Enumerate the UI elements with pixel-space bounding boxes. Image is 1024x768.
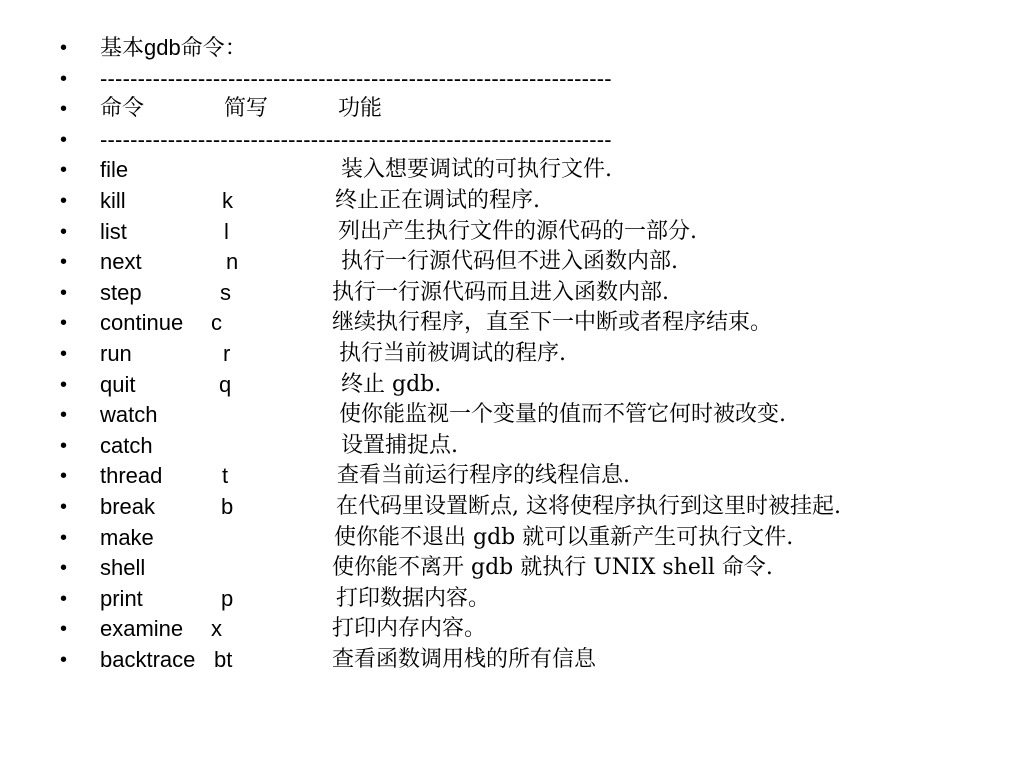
- command-desc: 在代码里设置断点, 这将使程序执行到这里时被挂起.: [336, 493, 841, 519]
- bullet-icon: •: [60, 220, 68, 243]
- command-desc: 终止正在调试的程序.: [335, 187, 540, 213]
- command-name: kill: [100, 187, 126, 213]
- command-desc: 打印内存内容。: [332, 616, 487, 642]
- command-desc: 执行一行源代码但不进入函数内部.: [341, 249, 678, 275]
- header-function: 功能: [338, 96, 383, 122]
- command-name: step: [100, 279, 142, 305]
- bullet-icon: •: [60, 495, 68, 518]
- command-row-quit: [60, 370, 1000, 401]
- bullet-icon: •: [60, 67, 68, 90]
- command-desc: 使你能监视一个变量的值而不管它何时被改变.: [339, 402, 786, 428]
- bullet-icon: •: [60, 587, 68, 610]
- command-name: examine: [100, 616, 184, 642]
- bullet-icon: •: [60, 434, 68, 457]
- bullet-icon: •: [60, 281, 68, 304]
- command-desc: 列出产生执行文件的源代码的一部分.: [338, 218, 697, 244]
- command-row-shell: [60, 553, 1000, 584]
- command-row-next: [60, 247, 1000, 278]
- command-abbr: s: [220, 279, 231, 305]
- list-item-title: [60, 33, 1000, 64]
- bullet-list: [60, 33, 1000, 675]
- command-name: next: [100, 249, 142, 275]
- bullet-icon: •: [60, 189, 68, 212]
- bullet-icon: •: [60, 648, 68, 671]
- header-command: 命令: [100, 96, 145, 122]
- command-abbr: k: [222, 187, 233, 213]
- command-desc: 打印数据内容。: [336, 585, 491, 611]
- command-desc: 查看函数调用栈的所有信息: [332, 646, 597, 672]
- command-name: watch: [100, 402, 158, 428]
- command-abbr: n: [226, 249, 239, 275]
- command-abbr: b: [221, 493, 234, 519]
- command-name: continue: [100, 310, 184, 336]
- bullet-icon: •: [60, 159, 68, 182]
- command-name: make: [100, 524, 154, 550]
- bullet-icon: •: [60, 37, 68, 59]
- command-desc: 设置捕捉点.: [341, 432, 458, 458]
- bullet-icon: •: [60, 251, 68, 274]
- command-row-run: [60, 339, 1000, 370]
- command-row-examine: [60, 614, 1000, 645]
- command-name: file: [100, 157, 129, 183]
- command-row-thread: [60, 461, 1000, 492]
- divider-line: --------------------------------------------------------------------: [100, 126, 612, 152]
- command-name: quit: [100, 371, 136, 397]
- command-name: run: [100, 340, 132, 366]
- bullet-icon: •: [60, 465, 68, 488]
- command-desc: 执行当前被调试的程序.: [339, 340, 566, 366]
- divider-line: --------------------------------------------------------------------: [100, 65, 612, 91]
- command-row-continue: [60, 308, 1000, 339]
- title-latin: gdb: [144, 35, 181, 60]
- command-name: print: [100, 585, 143, 611]
- bullet-icon: •: [60, 342, 68, 365]
- bullet-icon: •: [60, 373, 68, 396]
- title-post: 命令：: [180, 36, 247, 61]
- command-row-catch: [60, 431, 1000, 462]
- list-item-header: [60, 94, 1000, 125]
- bullet-icon: •: [60, 404, 68, 427]
- command-abbr: p: [221, 585, 234, 611]
- command-abbr: x: [211, 616, 222, 642]
- command-desc: 执行一行源代码而且进入函数内部.: [332, 279, 669, 305]
- bullet-icon: •: [60, 618, 68, 641]
- title-pre: 基本: [100, 36, 145, 61]
- command-name: list: [100, 218, 127, 244]
- command-abbr: bt: [214, 646, 233, 672]
- command-name: backtrace: [100, 646, 196, 672]
- command-abbr: c: [211, 310, 222, 336]
- command-name: thread: [100, 463, 163, 489]
- slide-title: [100, 33, 247, 65]
- command-row-make: [60, 523, 1000, 554]
- bullet-icon: •: [60, 557, 68, 580]
- command-row-step: [60, 278, 1000, 309]
- command-desc: 使你能不退出 gdb 就可以重新产生可执行文件.: [334, 524, 794, 550]
- command-row-print: [60, 584, 1000, 615]
- command-row-break: [60, 492, 1000, 523]
- command-abbr: t: [222, 463, 229, 489]
- command-desc: 使你能不离开 gdb 就执行 UNIX shell 命令.: [332, 555, 773, 581]
- bullet-icon: •: [60, 98, 68, 121]
- bullet-icon: •: [60, 526, 68, 549]
- command-desc: 继续执行程序，直至下一中断或者程序结束。: [332, 310, 773, 336]
- command-abbr: q: [219, 371, 232, 397]
- command-row-file: [60, 155, 1000, 186]
- command-desc: 装入想要调试的可执行文件.: [341, 157, 612, 183]
- header-short: 简写: [224, 96, 269, 122]
- command-abbr: l: [224, 218, 229, 244]
- command-abbr: r: [223, 340, 231, 366]
- command-desc: 查看当前运行程序的线程信息.: [337, 463, 630, 489]
- command-name: shell: [100, 555, 146, 581]
- command-row-list: [60, 217, 1000, 248]
- command-name: break: [100, 493, 156, 519]
- command-desc: 终止 gdb.: [341, 371, 442, 397]
- list-item-divider: [60, 125, 1000, 156]
- command-row-kill: [60, 186, 1000, 217]
- command-row-backtrace: [60, 645, 1000, 676]
- command-row-watch: [60, 400, 1000, 431]
- list-item-divider: [60, 64, 1000, 95]
- command-name: catch: [100, 432, 153, 458]
- bullet-icon: •: [60, 312, 68, 335]
- bullet-icon: •: [60, 128, 68, 151]
